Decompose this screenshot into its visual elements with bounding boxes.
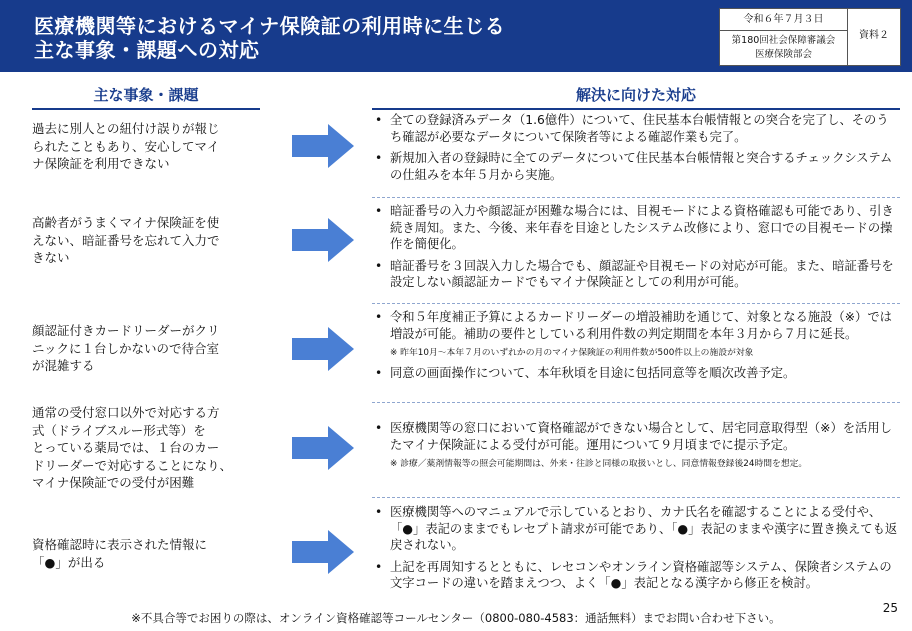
issue-3-line: が混雑する xyxy=(32,358,95,373)
issue-4-line: ドリーダーで対応することになり、 xyxy=(32,457,233,473)
meeting-date: 令和６年７月３日 xyxy=(720,9,848,31)
issue-1-line: 過去に別人との紐付け誤りが報じ xyxy=(32,121,220,136)
meeting-name-line-2: 医療保険部会 xyxy=(754,49,812,60)
solution-bullet: • 暗証番号を３回誤入力した場合でも、顔認証や目視モードの対応が可能。また、暗証番号を設定しない顔認証カードでもマイナ保険証としての利用が可能。 xyxy=(375,258,894,289)
solution-bullet: • 同意の画面操作について、本年秋頃を目途に包括同意等を順次改善予定。 xyxy=(375,366,796,380)
header-banner xyxy=(0,0,912,72)
issue-3-line: ニックに１台しかないので待合室 xyxy=(32,340,220,356)
solution-bullet: • 上記を再周知するとともに、レセコンやオンライン資格確認等システム、保険者システムの文字コードの違いを踏まえつつ、よく「●」表記となる漢字から修正を検討。 xyxy=(375,559,892,590)
right-arrow-icon xyxy=(292,426,354,470)
row-divider xyxy=(372,402,900,403)
issue-3-line: 顔認証付きカードリーダーがクリ xyxy=(32,323,220,338)
document-label: 資料２ xyxy=(859,30,889,41)
solution-bullet: • 暗証番号の入力や顔認証が困難な場合には、目視モードによる資格確認も可能であり、引き続き周知。また、今後、来年春を目途としたシステム改修により、窓口での目視モードの操作を簡便化。 xyxy=(375,204,894,251)
solution-2 xyxy=(372,203,900,296)
solution-1 xyxy=(372,112,900,188)
issue-4-line: 通常の受付窓口以外で対応する方 xyxy=(32,405,220,420)
issue-2-line: 高齢者がうまくマイナ保険証を使 xyxy=(32,215,220,230)
issue-5 xyxy=(32,536,267,571)
right-arrow-icon xyxy=(292,124,354,168)
solutions-column-heading: 解決に向けた対応 xyxy=(372,84,900,110)
row-divider xyxy=(372,497,900,498)
issue-5-line: 資格確認時に表示された情報に xyxy=(32,537,208,552)
solution-5 xyxy=(372,504,900,597)
right-arrow-icon xyxy=(292,530,354,574)
issue-1-line: られたこともあり、安心してマイ xyxy=(32,138,220,154)
row-divider xyxy=(372,197,900,198)
title-line-1: 医療機関等におけるマイナ保険証の利用時に生じる xyxy=(34,14,506,38)
meeting-name-line-1: 第180回社会保障審議会 xyxy=(731,35,836,46)
right-arrow-icon xyxy=(292,218,354,262)
document-meta-box xyxy=(719,8,901,66)
issue-3 xyxy=(32,322,267,375)
solution-bullet: • 医療機関等へのマニュアルで示しているとおり、カナ氏名を確認することによる受付や、「●」表記のままでもレセプト請求が可能であり、「●」表記のままや漢字に置き換えても返戻されない。 xyxy=(375,505,898,552)
solution-4 xyxy=(372,420,900,476)
solution-bullet: • 令和５年度補正予算によるカードリーダーの増設補助を通じて、対象となる施設（※）では増設が可能。補助の要件としている利用件数の判定期間を本年３月から７月に延長。 xyxy=(375,310,892,341)
meeting-name xyxy=(720,31,848,65)
right-arrow-icon xyxy=(292,327,354,371)
issue-4-line: マイナ保険証での受付が困難 xyxy=(32,475,195,490)
solution-bullet: • 全ての登録済みデータ（1.6億件）について、住民基本台帳情報との突合を完了し、そのうち確認が必要なデータについて保険者等による確認作業も完了。 xyxy=(375,113,889,144)
issue-2 xyxy=(32,214,267,267)
solution-note: ※ 診療／薬剤情報等の照会可能期間は、外来・往診と同様の取扱いとし、同意情報登録後24時間を想定。 xyxy=(390,459,808,469)
issues-column-heading: 主な事象・課題 xyxy=(32,84,260,110)
page-title xyxy=(34,14,505,62)
solution-bullet: • 医療機関等の窓口において資格確認ができない場合として、居宅同意取得型（※）を活用したマイナ保険証による受付が可能。運用について９月頃までに提示予定。 xyxy=(375,421,892,452)
issue-5-line: 「●」が出る xyxy=(32,554,106,570)
solution-note: ※ 昨年10月～本年７月のいずれかの月のマイナ保険証の利用件数が500件以上の施設が対象 xyxy=(390,348,754,358)
title-line-2: 主な事象・課題への対応 xyxy=(34,38,260,62)
issue-2-line: えない、暗証番号を忘れて入力で xyxy=(32,232,220,248)
row-divider xyxy=(372,303,900,304)
issue-4-line: 式（ドライブスルー形式等）を xyxy=(32,422,206,438)
solution-3 xyxy=(372,309,900,387)
solution-bullet: • 新規加入者の登録時に全てのデータについて住民基本台帳情報と突合するチェックシステムの仕組みを本年５月から実施。 xyxy=(375,151,893,182)
issue-4-line: とっている薬局では、１台のカー xyxy=(32,440,220,455)
issue-2-line: きない xyxy=(32,250,70,265)
issue-1-line: ナ保険証を利用できない xyxy=(32,156,170,171)
issue-4 xyxy=(32,404,267,492)
footer-note: ※不具合等でお困りの際は、オンライン資格確認等コールセンター（0800-080-4583：通話無料）までお問い合わせ下さい。 xyxy=(131,611,781,625)
page-number: 25 xyxy=(882,601,898,615)
issue-1 xyxy=(32,120,267,173)
